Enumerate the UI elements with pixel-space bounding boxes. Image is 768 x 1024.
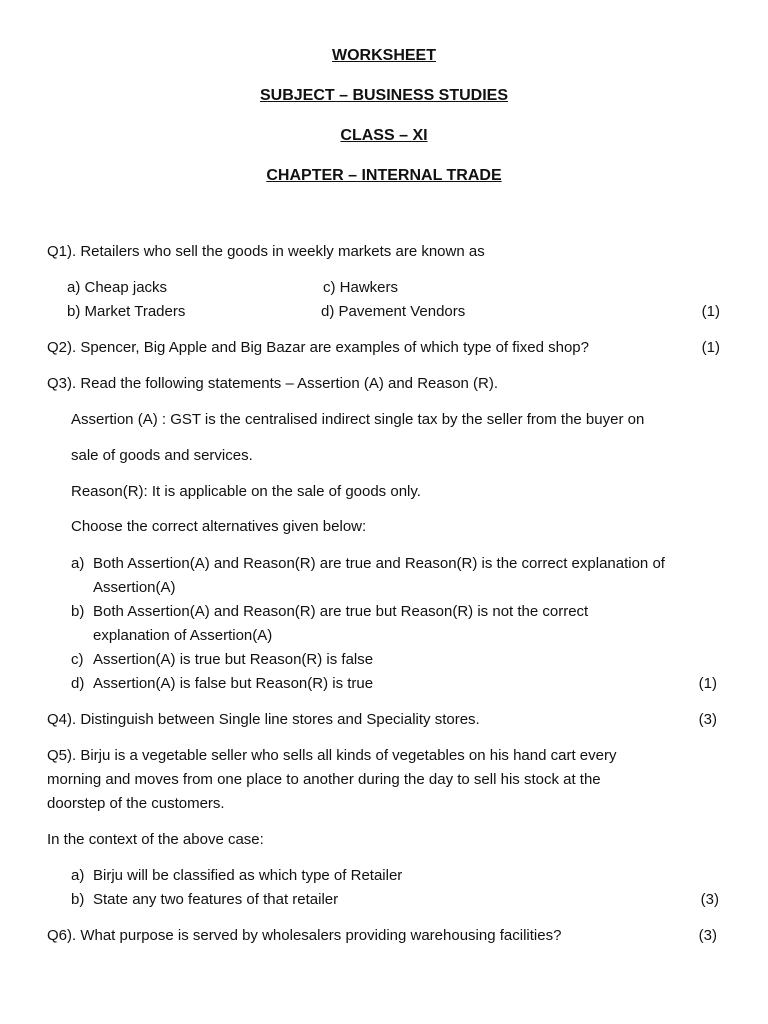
q4-marks: (3) (698, 711, 717, 728)
q3-marks: (1) (698, 675, 717, 692)
q5-marks: (3) (700, 891, 719, 908)
q1-text: Q1). Retailers who sell the goods in weekly markets are known as (47, 243, 485, 260)
q3-text: Q3). Read the following statements – Assertion (A) and Reason (R). (47, 375, 499, 392)
q5-option-a-label: a) (71, 867, 85, 884)
q3-option-d: Assertion(A) is false but Reason(R) is true (93, 675, 374, 692)
q3-option-a-line2: Assertion(A) (93, 579, 176, 596)
q5-option-b: State any two features of that retailer (93, 891, 339, 908)
q3-option-a-label: a) (71, 555, 85, 572)
q1-marks: (1) (701, 303, 720, 320)
q3-choose: Choose the correct alternatives given below: (71, 518, 367, 535)
q2-text: Q2). Spencer, Big Apple and Big Bazar are examples of which type of fixed shop? (47, 339, 589, 356)
q3-assertion-line1: Assertion (A) : GST is the centralised indirect single tax by the seller from the buyer on (71, 411, 645, 428)
q5-line3: doorstep of the customers. (47, 795, 225, 812)
q5-line2: morning and moves from one place to another during the day to sell his stock at the (47, 771, 601, 788)
q5-line1: Q5). Birju is a vegetable seller who sells all kinds of vegetables on his hand cart every (47, 747, 617, 764)
q3-option-a-line1: Both Assertion(A) and Reason(R) are true and Reason(R) is the correct explanation of (93, 555, 665, 572)
q3-option-d-label: d) (71, 675, 85, 692)
q3-assertion-line2: sale of goods and services. (71, 447, 253, 464)
subject-heading: SUBJECT – BUSINESS STUDIES (259, 87, 509, 104)
q4-text: Q4). Distinguish between Single line stores and Speciality stores. (47, 711, 480, 728)
q1-option-b: b) Market Traders (67, 303, 186, 320)
q3-option-c-label: c) (71, 651, 84, 668)
q1-option-d: d) Pavement Vendors (321, 303, 466, 320)
q1-option-c: c) Hawkers (323, 279, 399, 296)
chapter-heading: CHAPTER – INTERNAL TRADE (266, 167, 502, 184)
q3-option-b-line1: Both Assertion(A) and Reason(R) are true but Reason(R) is not the correct (93, 603, 589, 620)
q3-reason: Reason(R): It is applicable on the sale of goods only. (71, 483, 421, 500)
q6-marks: (3) (698, 927, 717, 944)
q3-option-b-line2: explanation of Assertion(A) (93, 627, 273, 644)
class-heading: CLASS – XI (340, 127, 428, 144)
q6-text: Q6). What purpose is served by wholesalers providing warehousing facilities? (47, 927, 562, 944)
worksheet-title: WORKSHEET (332, 47, 436, 64)
q3-option-c: Assertion(A) is true but Reason(R) is false (93, 651, 374, 668)
q1-option-a: a) Cheap jacks (67, 279, 168, 296)
q5-context: In the context of the above case: (47, 831, 264, 848)
q3-option-b-label: b) (71, 603, 85, 620)
q2-marks: (1) (701, 339, 720, 356)
q5-option-a: Birju will be classified as which type of Retailer (93, 867, 403, 884)
q5-option-b-label: b) (71, 891, 85, 908)
